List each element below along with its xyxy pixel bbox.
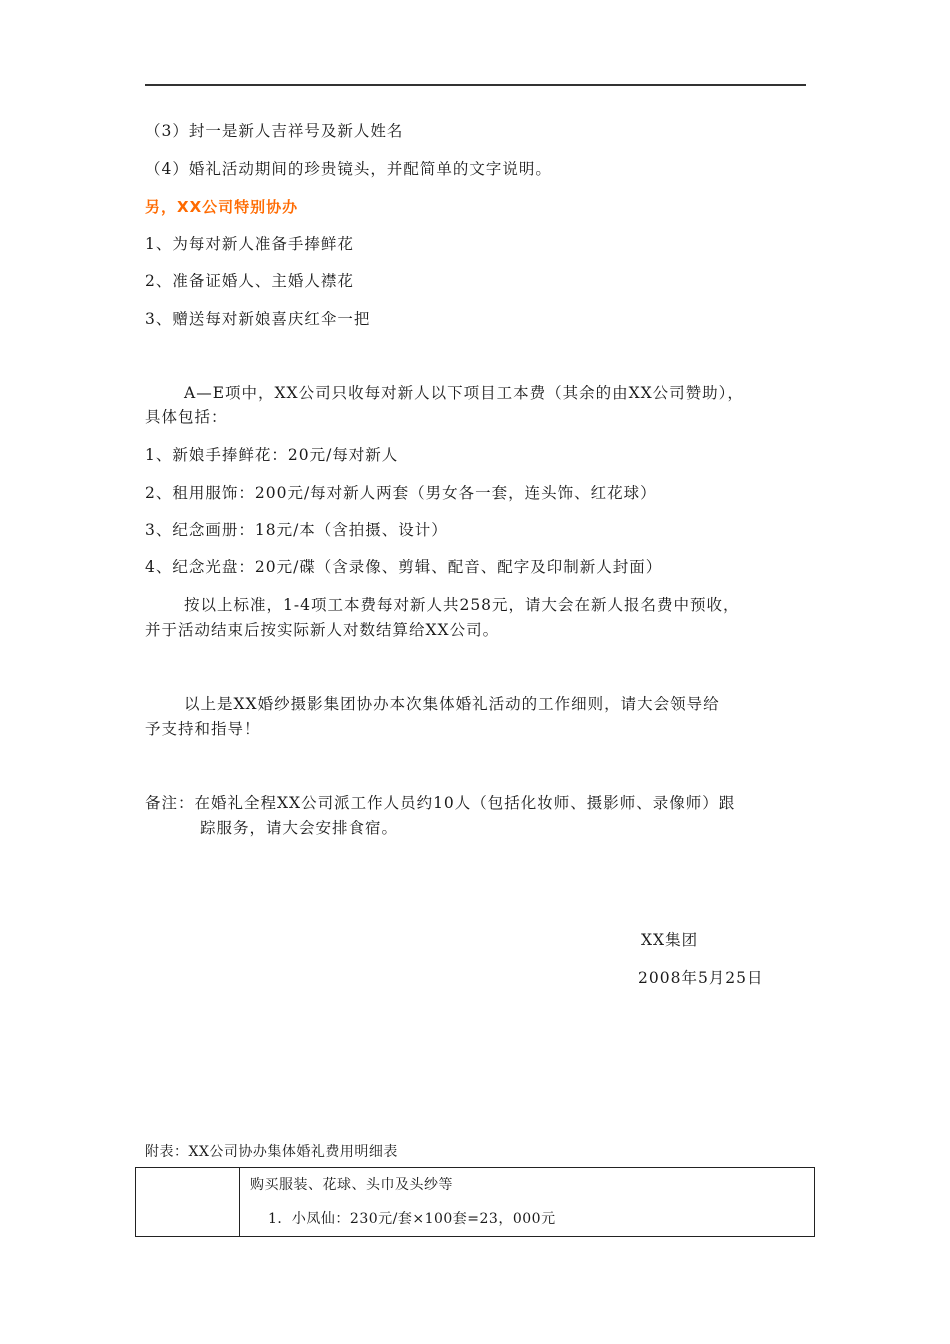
table-cell bbox=[240, 1168, 815, 1237]
standard-paragraph-line-1: 按以上标准，1-4项工本费每对新人共258元，请大会在新人报名费中预收， bbox=[184, 596, 740, 614]
assist-item-1: 1、为每对新人准备手捧鲜花 bbox=[145, 235, 354, 253]
assist-item-3: 3、赠送每对新娘喜庆红伞一把 bbox=[145, 310, 371, 328]
appendix-caption: 附表：XX公司协办集体婚礼费用明细表 bbox=[145, 1144, 398, 1160]
note-line-2: 踪服务，请大会安排食宿。 bbox=[200, 819, 399, 837]
appendix-table bbox=[135, 1167, 815, 1237]
closing-paragraph-line-2: 予支持和指导！ bbox=[145, 720, 261, 738]
fee-item-2: 2、租用服饰：200元/每对新人两套（男女各一套，连头饰、红花球） bbox=[145, 484, 657, 502]
cost-paragraph-line-2: 具体包括： bbox=[145, 408, 228, 426]
header-rule bbox=[145, 84, 806, 86]
standard-paragraph-line-2: 并于活动结束后按实际新人对数结算给XX公司。 bbox=[145, 621, 500, 639]
item-cover-names: （3）封一是新人吉祥号及新人姓名 bbox=[145, 122, 404, 140]
cost-paragraph-line-1: A—E项中，XX公司只收每对新人以下项目工本费（其余的由XX公司赞助）， bbox=[184, 384, 744, 402]
table-row-item-1: 1．小凤仙：230元/套×100套=23，000元 bbox=[268, 1211, 556, 1227]
table-row-purchase: 购买服装、花球、头巾及头纱等 bbox=[250, 1177, 453, 1193]
fee-item-4: 4、纪念光盘：20元/碟（含录像、剪辑、配音、配字及印制新人封面） bbox=[145, 558, 663, 576]
section-heading-special-assist: 另，XX公司特别协办 bbox=[145, 198, 299, 216]
assist-item-2: 2、准备证婚人、主婚人襟花 bbox=[145, 272, 354, 290]
note-line-1: 备注：在婚礼全程XX公司派工作人员约10人（包括化妆师、摄影师、录像师）跟 bbox=[145, 794, 736, 812]
item-precious-shots: （4）婚礼活动期间的珍贵镜头，并配简单的文字说明。 bbox=[145, 160, 552, 178]
signature-date: 2008年5月25日 bbox=[638, 969, 764, 987]
fee-item-3: 3、纪念画册：18元/本（含拍摄、设计） bbox=[145, 521, 448, 539]
closing-paragraph-line-1: 以上是XX婚纱摄影集团协办本次集体婚礼活动的工作细则，请大会领导给 bbox=[184, 695, 720, 713]
table-label-cell bbox=[136, 1168, 240, 1237]
signature-org: XX集团 bbox=[641, 931, 699, 949]
fee-item-1: 1、新娘手捧鲜花：20元/每对新人 bbox=[145, 446, 399, 464]
